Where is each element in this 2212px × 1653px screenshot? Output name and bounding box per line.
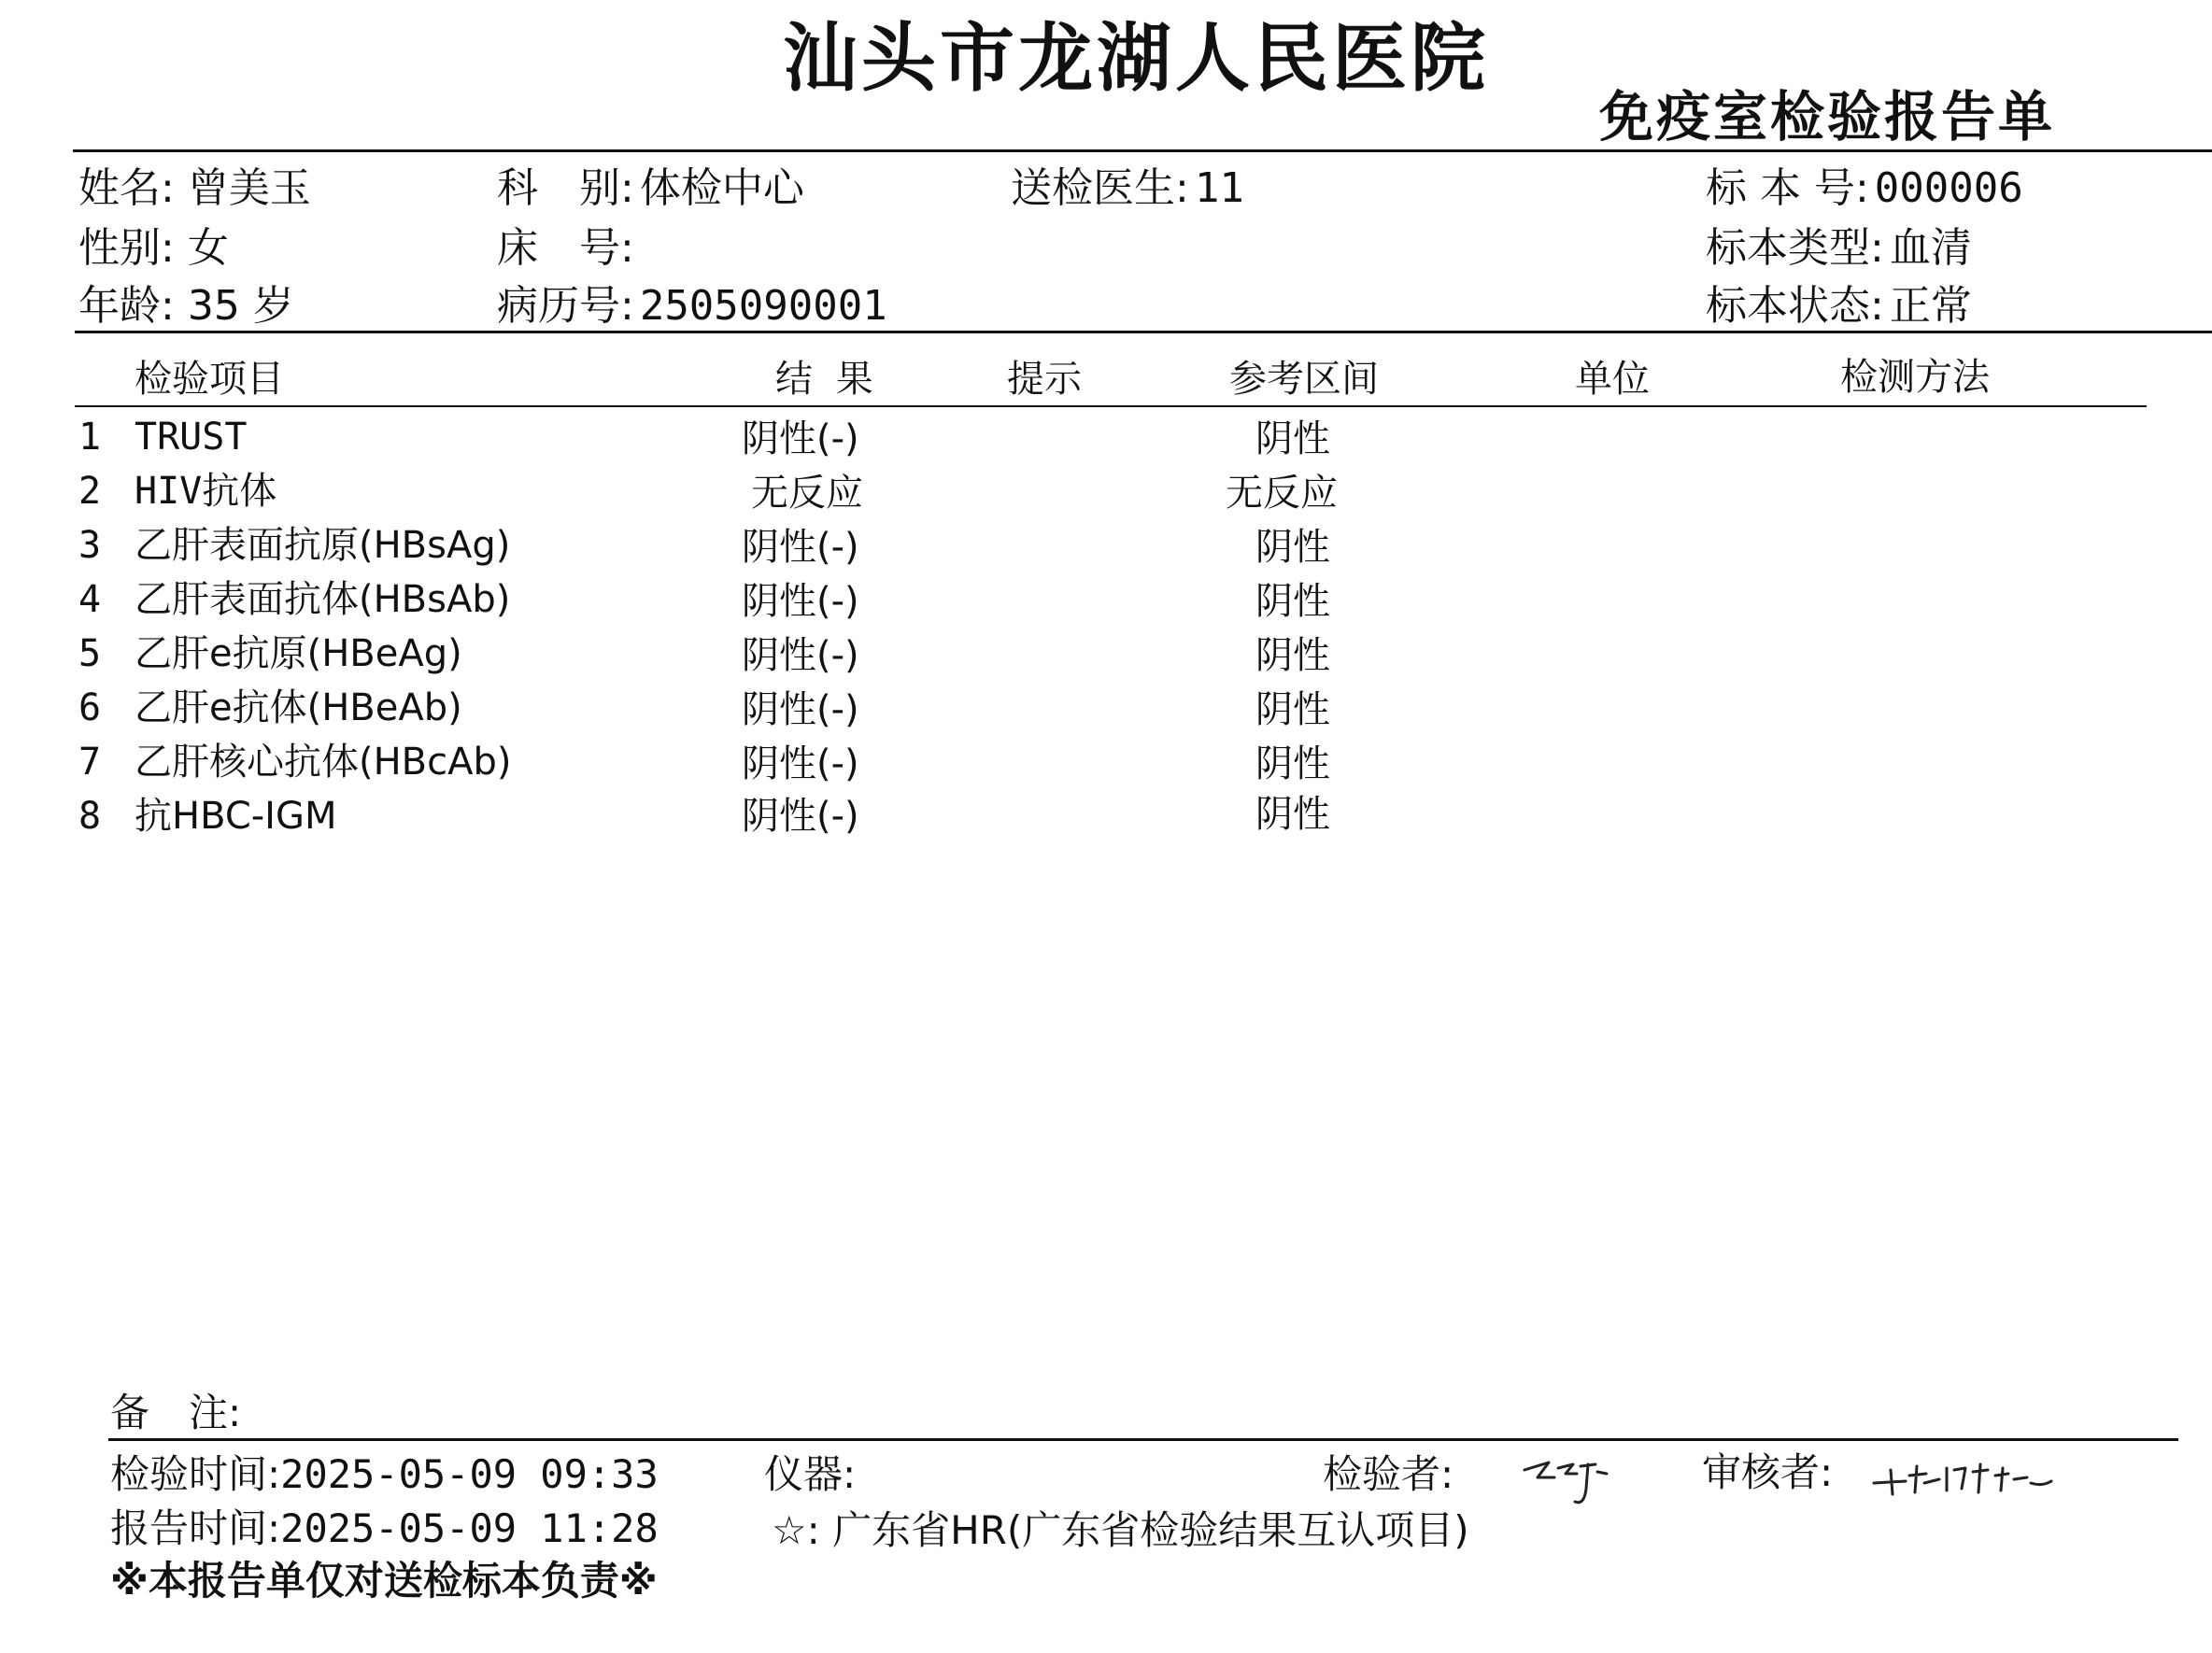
record-value: 2505090001	[639, 282, 887, 330]
footer-rule	[108, 1438, 2178, 1441]
mutual-recognition-note: ☆: 广东省HR(广东省检验结果互认项目)	[772, 1507, 1469, 1553]
row-item: HIV抗体	[135, 470, 277, 513]
row-result: 阴性(-)	[742, 580, 859, 623]
col-header-method: 检测方法	[1840, 356, 1990, 399]
specimen-no-field	[1706, 164, 2023, 212]
name-value: 曾美玉	[187, 164, 311, 212]
specimen-type-field	[1706, 224, 1972, 272]
gender-field	[78, 224, 229, 272]
row-item: 乙肝表面抗体(HBsAb)	[135, 578, 511, 621]
row-result: 阴性(-)	[742, 795, 859, 838]
row-item: TRUST	[135, 416, 248, 459]
row-result: 阴性(-)	[742, 742, 859, 785]
row-item: 抗HBC-IGM	[135, 795, 337, 838]
row-item: 乙肝e抗体(HBeAb)	[135, 686, 462, 729]
bed-field	[497, 224, 640, 272]
row-item: 乙肝表面抗原(HBsAg)	[135, 524, 511, 567]
row-reference: 阴性	[1255, 580, 1330, 623]
col-header-result: 结 果	[775, 358, 879, 401]
age-value: 35 岁	[187, 282, 294, 330]
row-item: 乙肝e抗原(HBeAg)	[135, 632, 462, 675]
remark-field	[110, 1390, 242, 1435]
row-result: 阴性(-)	[742, 417, 859, 460]
report-time-label: 报告时间:	[110, 1505, 281, 1551]
report-time-value: 2025-05-09 11:28	[280, 1505, 659, 1551]
doctor-label: 送检医生:	[1011, 164, 1189, 212]
remark-label: 备 注:	[110, 1390, 242, 1435]
hospital-name: 汕头市龙湖人民医院	[783, 14, 1489, 102]
row-no: 1	[78, 416, 102, 459]
row-reference: 阴性	[1255, 793, 1330, 836]
row-no: 8	[78, 795, 102, 838]
row-no: 7	[78, 741, 102, 784]
age-label: 年龄:	[78, 282, 175, 330]
row-no: 3	[78, 524, 102, 567]
disclaimer: ※本报告单仅对送检标本负责※	[110, 1558, 658, 1604]
row-result: 阴性(-)	[742, 634, 859, 677]
row-reference: 阴性	[1255, 634, 1330, 677]
row-no: 2	[78, 470, 102, 513]
info-rule	[75, 331, 2212, 333]
test-time-field	[110, 1451, 659, 1497]
row-reference: 阴性	[1255, 688, 1330, 731]
specimen-type-value: 血清	[1889, 224, 1972, 272]
specimen-status-value: 正常	[1889, 282, 1972, 330]
name-label: 姓名:	[78, 164, 175, 212]
col-header-reference: 参考区间	[1229, 358, 1379, 401]
specimen-no-value: 000006	[1874, 164, 2023, 212]
dept-label: 科 别:	[497, 164, 634, 212]
row-no: 5	[78, 632, 102, 675]
row-reference: 无反应	[1226, 472, 1338, 515]
row-result: 无反应	[751, 472, 863, 515]
header-rule	[75, 405, 2147, 407]
test-time-value: 2025-05-09 09:33	[280, 1451, 659, 1497]
row-result: 阴性(-)	[742, 526, 859, 569]
record-field	[497, 282, 887, 330]
name-field	[78, 164, 311, 212]
specimen-status-label: 标本状态:	[1706, 282, 1884, 330]
col-header-item: 检验项目	[135, 358, 284, 401]
doctor-field	[1011, 164, 1244, 212]
record-label: 病历号:	[497, 282, 634, 330]
row-item: 乙肝核心抗体(HBcAb)	[135, 741, 512, 784]
report-title: 免疫室检验报告单	[1599, 85, 2056, 148]
dept-value: 体检中心	[639, 164, 804, 212]
gender-value: 女	[187, 224, 229, 272]
bed-label: 床 号:	[497, 224, 634, 272]
tester-signature	[1517, 1449, 1629, 1515]
row-reference: 阴性	[1255, 742, 1330, 785]
specimen-type-label: 标本类型:	[1706, 224, 1884, 272]
row-no: 4	[78, 578, 102, 621]
col-header-hint: 提示	[1007, 358, 1082, 401]
reviewer-signature	[1868, 1455, 2064, 1502]
report-time-field	[110, 1505, 659, 1551]
tester-label: 检验者:	[1323, 1451, 1454, 1497]
dept-field	[497, 164, 804, 212]
test-time-label: 检验时间:	[110, 1451, 281, 1497]
row-reference: 阴性	[1255, 417, 1330, 460]
age-field	[78, 282, 294, 330]
col-header-unit: 单位	[1575, 358, 1650, 401]
instrument-field	[764, 1451, 857, 1497]
row-no: 6	[78, 686, 102, 729]
specimen-no-label: 标 本 号:	[1706, 164, 1869, 212]
specimen-status-field	[1706, 282, 1972, 330]
gender-label: 性别:	[78, 224, 175, 272]
reviewer-label: 审核者:	[1702, 1449, 1834, 1495]
doctor-value: 11	[1194, 164, 1244, 212]
top-rule	[73, 149, 2212, 152]
row-result: 阴性(-)	[742, 688, 859, 731]
row-reference: 阴性	[1255, 526, 1330, 569]
instrument-label: 仪器:	[764, 1451, 857, 1497]
